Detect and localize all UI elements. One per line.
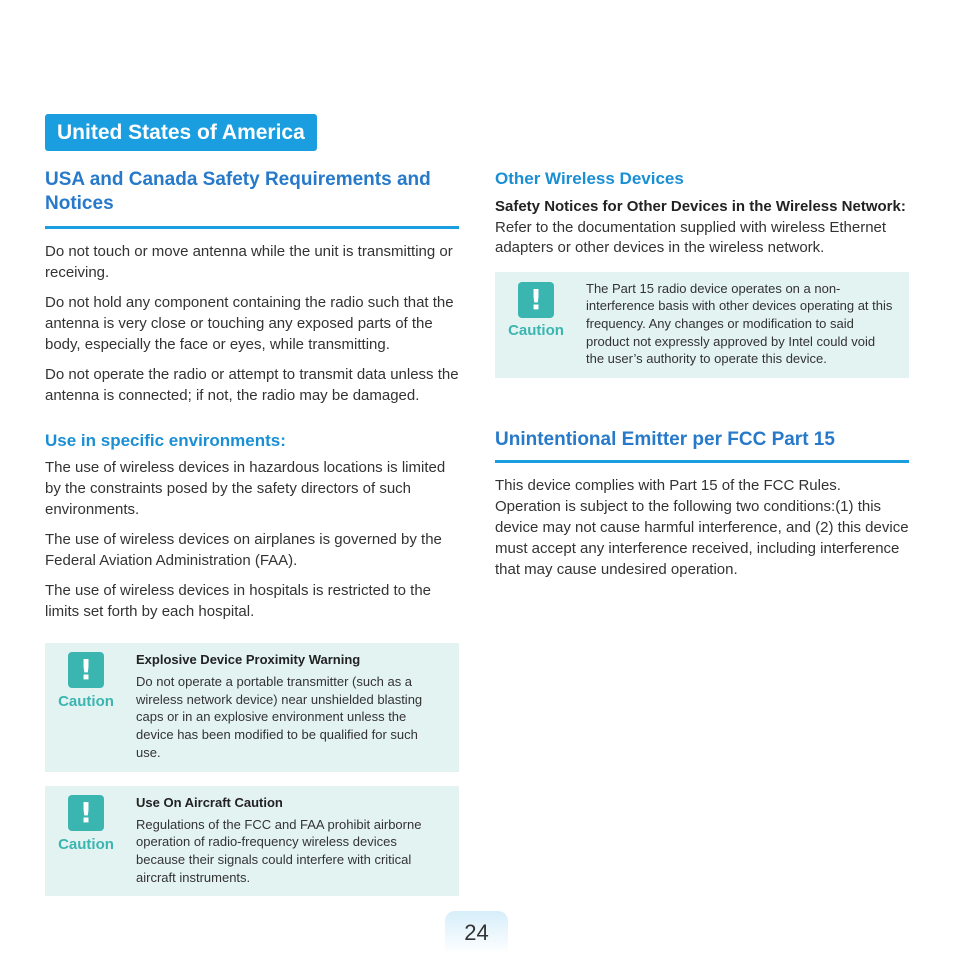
section-heading-safety: USA and Canada Safety Requirements and Notices [45, 169, 431, 214]
caution-text: The Part 15 radio device operates on a non-interference basis with other devices operating at this frequency. Any changes or modification to said product not expressly approved by Intel could void the user’s authority to operate this device. [586, 280, 893, 367]
paragraph: Do not operate the radio or attempt to transmit data unless the antenna is connected; if not, the radio may be damaged. [45, 366, 459, 404]
exclamation-icon: ! [68, 795, 104, 831]
paragraph: Do not touch or move antenna while the unit is transmitting or receiving. [45, 243, 453, 281]
caution-title: Use On Aircraft Caution [136, 794, 283, 810]
caution-label: Caution [58, 835, 114, 853]
left-column [45, 168, 459, 896]
exclamation-icon: ! [518, 282, 554, 318]
section-heading-fcc: Unintentional Emitter per FCC Part 15 [495, 429, 835, 451]
paragraph: The use of wireless devices in hospitals is restricted to the limits set forth by each hospital. [45, 582, 432, 620]
subheading-environments: Use in specific environments: [45, 431, 286, 450]
chapter-title: United States of America [45, 114, 317, 151]
right-column [495, 168, 909, 580]
paragraph: The use of wireless devices on airplanes is governed by the Federal Aviation Administration (FAA). [45, 531, 442, 569]
caution-box-aircraft [45, 786, 459, 897]
paragraph: The use of wireless devices in hazardous locations is limited by the constraints posed by the safety directors of such environments. [45, 459, 446, 518]
paragraph-text: Refer to the documentation supplied with wireless Ethernet adapters or other devices in the wireless network. [495, 218, 887, 256]
caution-box-explosive [45, 643, 459, 772]
heading-rule [495, 460, 909, 463]
paragraph-other-devices [495, 197, 909, 259]
heading-rule [45, 226, 459, 229]
caution-text: Regulations of the FCC and FAA prohibit airborne operation of radio-frequency wireless devices because their signals could interfere with critical aircraft instruments. [136, 816, 422, 885]
caution-text: Do not operate a portable transmitter (such as a wireless network device) near unshielded blasting caps or in an explosive environment unless the device has been modified to be qualified for such use. [136, 674, 423, 760]
caution-label: Caution [508, 321, 564, 339]
caution-title: Explosive Device Proximity Warning [136, 652, 361, 667]
caution-label: Caution [58, 693, 114, 710]
subheading-other-devices: Other Wireless Devices [495, 169, 684, 188]
exclamation-icon: ! [68, 652, 104, 688]
paragraph: Do not hold any component containing the radio such that the antenna is very close or touching any exposed parts of the body, especially the face or eyes, while transmitting. [45, 294, 454, 353]
caution-box-part15 [495, 272, 909, 379]
page-number: 24 [445, 911, 508, 954]
bold-lead: Safety Notices for Other Devices in the Wireless Network: [495, 198, 906, 215]
paragraph-fcc: This device complies with Part 15 of the FCC Rules. Operation is subject to the following two conditions:(1) this device may not cause harmful interference, and (2) this device must accept any interference received, including interference that may cause undesired operation. [495, 477, 909, 579]
